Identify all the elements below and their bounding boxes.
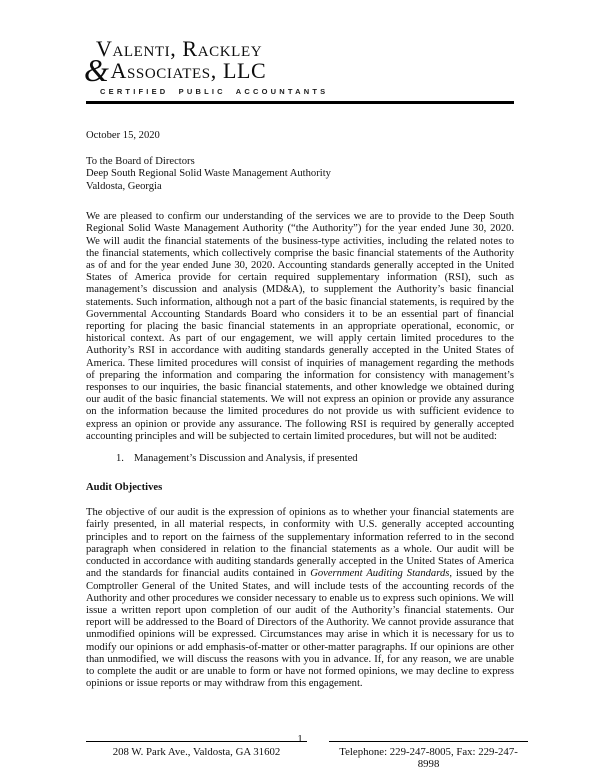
recipient-block xyxy=(86,156,514,193)
italic-title-government-auditing-standards: Government Auditing Standards xyxy=(310,568,450,580)
recipient-line1: To the Board of Directors xyxy=(86,156,195,167)
footer-telephone: Telephone: 229-247-8005, Fax: 229-247-8998 xyxy=(329,741,528,770)
letter-date: October 15, 2020 xyxy=(86,130,160,141)
footer-address: 208 W. Park Ave., Valdosta, GA 31602 xyxy=(86,741,307,770)
section-heading-audit-objectives: Audit Objectives xyxy=(86,482,163,494)
firm-tagline: CERTIFIED PUBLIC ACCOUNTANTS xyxy=(100,87,329,96)
page-footer xyxy=(86,741,528,770)
recipient-line3: Valdosta, Georgia xyxy=(86,180,162,192)
firm-name-line1: Valenti, Rackley xyxy=(96,36,263,61)
body-paragraph-2-part2: , issued by the Comptroller General of the United States, and will include tests of the accounting records of the Authority and other procedures we consider necessary to enable us to express such opinions. We will issue a written report upon completion of our audit of the Authority’s financial statements. Our report will be addressed to the Board of Directors of the Authority. We cannot provide assurance that unmodified opinions will be expressed. Circumstances may arise in which it is necessary for us to modify our opinions or add emphasis-of-matter or other-matter paragraphs. If our opinions are other than unmodified, we will discuss the reasons with you in advance. If, for any reason, we are unable to complete the audit or are unable to form or have not formed opinions, we may decline to express opinions or issue reports or may withdraw from this engagement. xyxy=(86,568,514,690)
letterhead xyxy=(84,36,514,96)
body-paragraph-2 xyxy=(86,507,514,690)
ampersand-glyph: & xyxy=(84,52,110,88)
list-item-1-text: Management’s Discussion and Analysis, if presented xyxy=(134,453,358,465)
page-number: 1 xyxy=(297,734,303,745)
list-item-1-number: 1. xyxy=(116,453,124,465)
body-paragraph-2-part1: The objective of our audit is the expression of opinions as to whether your financial statements are fairly presented, in all material respects, in conformity with U.S. generally accepted accounting principles and to report on the fairness of the supplementary information referred to in the second paragraph when considered in relation to the financial statements as a whole. Our audit will be conducted in accordance with auditing standards generally accepted in the United States of America and the standards for financial audits contained in xyxy=(86,507,514,580)
letterhead-rule xyxy=(86,101,514,104)
body-paragraph-1: We are pleased to confirm our understanding of the services we are to provide to the Deep South Regional Solid Waste Management Authority (“the Authority”) for the year ended June 30, 2020. We will audit the financial statements of the business-type activities, including the related notes to the financial statements, which collectively comprise the basic financial statements of the Authority as of and for the year ended June 30, 2020. Accounting standards generally accepted in the United States of America provide for certain required supplementary information (RSI), such as management’s discussion and analysis (MD&A), to supplement the Authority’s basic financial statements. Such information, although not a part of the basic financial statements, is required by the Governmental Accounting Standards Board who considers it to be an essential part of financial reporting for placing the basic financial statements in an appropriate operational, economic, or historical context. As part of our engagement, we will apply certain limited procedures to the Authority’s RSI in accordance with auditing standards generally accepted in the United States of America. These limited procedures will consist of inquiries of management regarding the methods of preparing the information and comparing the information for consistency with management’s responses to our inquiries, the basic financial statements, and other knowledge we obtained during our audit of the basic financial statements. We will not express an opinion or provide any assurance on the information because the limited procedures do not provide us with sufficient evidence to express an opinion or provide any assurance. The following RSI is required by generally accepted accounting principles and will be subjected to certain limited procedures, but will not be audited: xyxy=(86,211,514,442)
firm-name-line2-text: Associates, LLC xyxy=(110,58,267,83)
list-item-1 xyxy=(116,453,514,465)
recipient-line2: Deep South Regional Solid Waste Management Authority xyxy=(86,168,331,180)
firm-name-line2 xyxy=(84,52,514,88)
